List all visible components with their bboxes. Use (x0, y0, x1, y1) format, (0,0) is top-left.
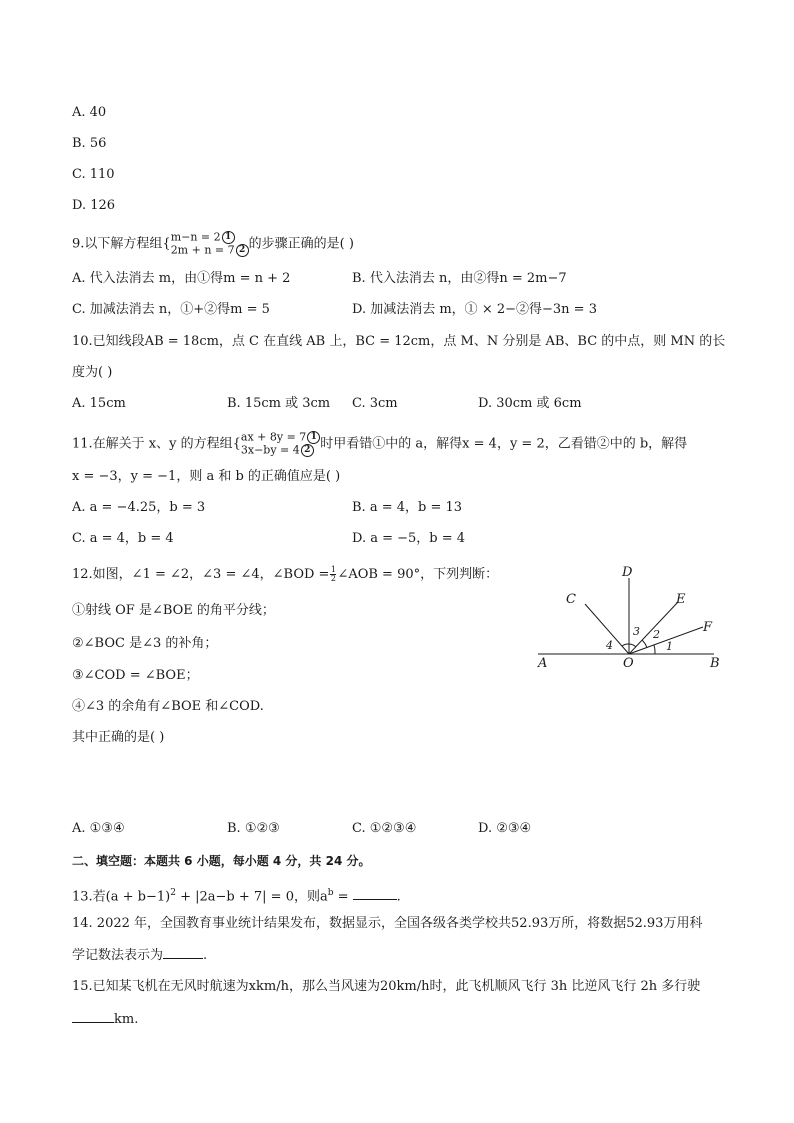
q14-stem-line1: 14. 2022 年，全国教育事业统计结果发布，数据显示，全国各级各类学校共52.93万所，将数据52.93万用科 (72, 916, 703, 931)
label-e: E (676, 592, 686, 607)
q9-option-b: B. 代入法消去 n，由②得n = 2m−7 (352, 271, 567, 286)
arc-angle-2 (642, 640, 647, 648)
q9-equation-system (171, 231, 249, 257)
circled-1-icon: 1 (222, 231, 235, 244)
answer-blank[interactable] (353, 887, 397, 900)
q12-question: 其中正确的是( ) (72, 730, 165, 745)
q12-statement-2: ②∠BOC 是∠3 的补角； (72, 636, 218, 651)
arc-angle-1 (654, 645, 655, 654)
answer-blank[interactable] (72, 1010, 114, 1023)
label-b: B (710, 656, 720, 671)
q11-stem-line1 (72, 431, 687, 457)
q12-option-c: C. ①②③④ (352, 821, 417, 836)
angle-figure (530, 560, 730, 675)
circled-2-icon: 2 (236, 244, 249, 257)
q11-eq1: ax + 8y = 7 (240, 430, 307, 444)
q8-option-a: A. 40 (72, 105, 107, 120)
q12-suffix: ∠AOB = 90°，下列判断： (337, 567, 499, 582)
q12-option-d: D. ②③④ (478, 821, 532, 836)
q11-suffix: 时甲看错①中的 a，解得x = 4，y = 2，乙看错②中的 b，解得 (320, 436, 688, 452)
q8-option-b: B. 56 (72, 136, 107, 151)
q15-stem-line1: 15.已知某飞机在无风时航速为xkm/h，那么当风速为20km/h时，此飞机顺风飞行 3h 比逆风飞行 2h 多行驶 (72, 979, 701, 994)
q9-option-a: A. 代入法消去 m，由①得m = n + 2 (72, 271, 291, 286)
label-d: D (622, 565, 633, 580)
q9-option-d: D. 加减法消去 m，① × 2−②得−3n = 3 (352, 302, 597, 317)
q10-option-d: D. 30cm 或 6cm (478, 396, 582, 411)
q12-statement-4: ④∠3 的余角有∠BOE 和∠COD. (72, 699, 264, 714)
q11-stem-line2: x = −3，y = −1，则 a 和 b 的正确值应是( ) (72, 469, 341, 484)
circled-1-icon: 1 (307, 431, 320, 444)
label-c: C (566, 592, 576, 607)
label-angle-3: 3 (633, 625, 640, 638)
label-angle-4: 4 (606, 639, 613, 652)
q9-option-c: C. 加减法消去 n，①+②得m = 5 (72, 302, 270, 317)
q10-stem-line2: 度为( ) (72, 365, 113, 380)
q8-option-d: D. 126 (72, 198, 116, 213)
q11-prefix: 11.在解关于 x、y 的方程组{ (72, 436, 241, 452)
label-angle-2: 2 (653, 628, 660, 641)
q9-eq2: 2m + n = 7 (170, 243, 235, 257)
q11-option-c: C. a = 4，b = 4 (72, 531, 174, 546)
label-o: O (623, 656, 634, 671)
q10-option-b: B. 15cm 或 3cm (227, 396, 331, 411)
q9-eq1: m−n = 2 (170, 230, 221, 244)
q12-statement-3: ③∠COD = ∠BOE； (72, 668, 199, 683)
q12-statement-1: ①射线 OF 是∠BOE 的角平分线； (72, 603, 275, 618)
q10-stem-line1: 10.已知线段AB = 18cm，点 C 在直线 AB 上，BC = 12cm，点 M、N 分别是 AB、BC 的中点，则 MN 的长 (72, 334, 726, 349)
q10-option-a: A. 15cm (72, 396, 126, 411)
q9-suffix: 的步骤正确的是( ) (248, 236, 354, 252)
label-f: F (703, 620, 713, 635)
q11-option-a: A. a = −4.25，b = 3 (72, 500, 206, 515)
section-heading: 二、填空题：本题共 6 小题，每小题 4 分，共 24 分。 (72, 854, 371, 868)
q8-option-c: C. 110 (72, 167, 115, 182)
q10-option-c: C. 3cm (352, 396, 398, 411)
q11-option-d: D. a = −5，b = 4 (352, 531, 466, 546)
label-a: A (538, 656, 548, 671)
one-half-fraction: $\frac{1}{2}$ (330, 565, 336, 583)
label-angle-1: 1 (666, 640, 673, 653)
q11-eq2: 3x−by = 4 (240, 443, 300, 457)
q15-stem-line2: km. (72, 1010, 138, 1029)
arc-angle-4 (622, 644, 629, 646)
answer-blank[interactable] (163, 946, 203, 959)
q9-prefix: 9.以下解方程组{ (72, 236, 171, 252)
q9-stem (72, 231, 354, 257)
q12-option-a: A. ①③④ (72, 821, 125, 836)
q12-option-b: B. ①②③ (227, 821, 280, 836)
q12-prefix: 12.如图，∠1 = ∠2，∠3 = ∠4，∠BOD = (72, 567, 330, 582)
q12-stem (72, 566, 498, 584)
circled-2-icon: 2 (301, 444, 314, 457)
q11-option-b: B. a = 4，b = 13 (352, 500, 463, 515)
q11-equation-system (241, 431, 320, 457)
q13-stem: 13.若$(a + b-1)^2 + |2a-b + 7| = 0$，则$a^b$ = . (72, 888, 401, 905)
q14-stem-line2: 学记数法表示为 . (72, 948, 208, 963)
arc-angle-3 (629, 644, 636, 647)
